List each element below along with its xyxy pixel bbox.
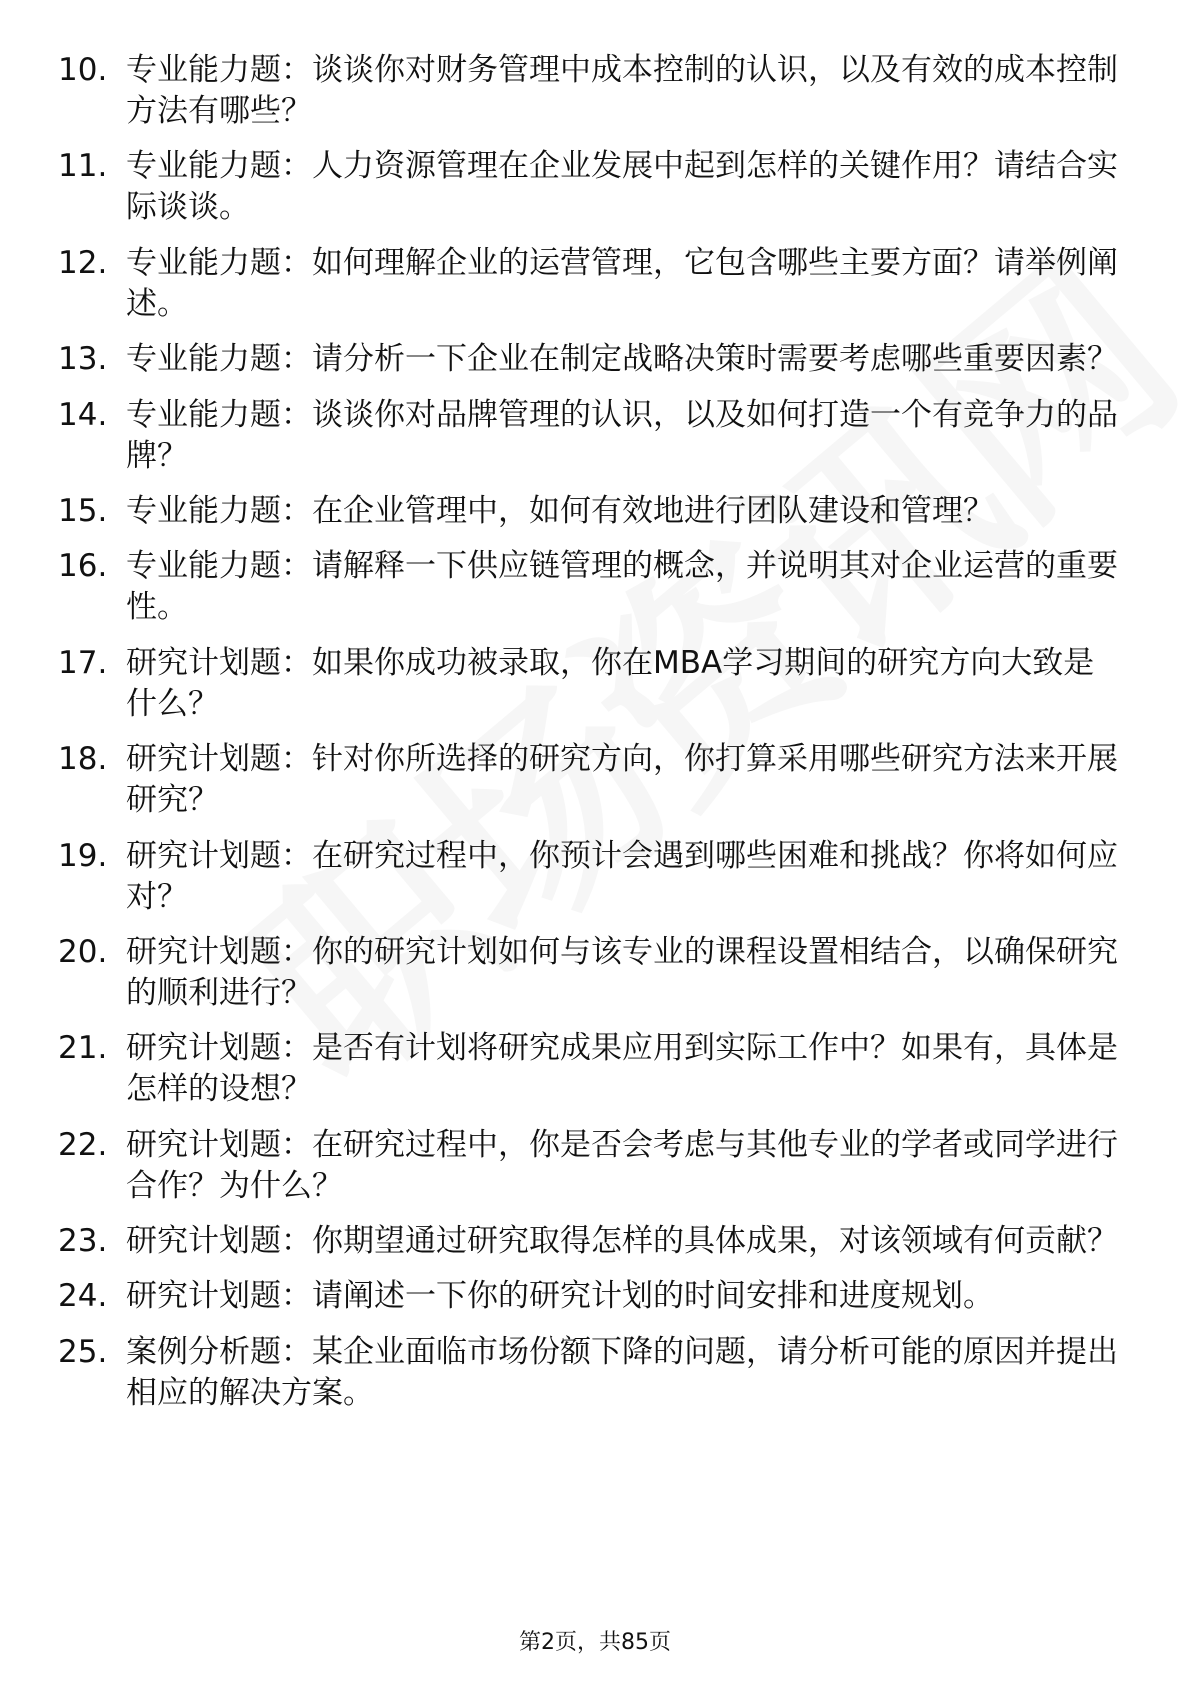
question-list [58,50,1118,1428]
question-category: 研究计划题： [126,1278,312,1315]
question-number: 21. [58,1030,108,1067]
question-category: 专业能力题： [126,148,312,185]
page-footer: 第2页，共85页 [519,1630,671,1655]
question-number: 23. [58,1223,108,1260]
question-category: 研究计划题： [126,1223,312,1260]
question-category: 专业能力题： [126,52,312,88]
question-text: 如果你成功被录取，你在MBA学习期间的研究方向大致是什么？ [126,644,1095,722]
question-body [126,739,1118,821]
question-item [58,1028,1118,1110]
question-text: 请阐述一下你的研究计划的时间安排和进度规划。 [312,1278,994,1315]
question-item [58,932,1118,1014]
question-body [126,1028,1118,1110]
question-item [58,739,1118,821]
question-number: 25. [58,1333,108,1370]
question-body [126,932,1118,1014]
question-body [126,50,1118,132]
question-body [126,146,1118,228]
question-category: 案例分析题： [126,1333,312,1370]
question-number: 13. [58,341,108,378]
question-text: 在研究过程中，你预计会遇到哪些困难和挑战？你将如何应对？ [126,837,1118,915]
question-category: 研究计划题： [126,741,312,778]
question-category: 研究计划题： [126,837,312,874]
question-number: 15. [58,492,108,529]
question-item [58,1125,1118,1207]
question-category: 专业能力题： [126,492,312,529]
question-category: 研究计划题： [126,1030,312,1067]
question-item [58,1332,1118,1414]
question-item [58,836,1118,918]
question-body [126,546,1118,628]
question-number: 20. [58,933,108,970]
question-item [58,339,1118,380]
question-number: 19. [58,837,108,874]
question-text: 请解释一下供应链管理的概念，并说明其对企业运营的重要性。 [126,548,1118,626]
question-text: 在企业管理中，如何有效地进行团队建设和管理？ [312,492,994,529]
question-category: 研究计划题： [126,1126,312,1163]
question-number: 14. [58,396,108,433]
question-text: 请分析一下企业在制定战略决策时需要考虑哪些重要因素？ [312,341,1118,378]
question-category: 专业能力题： [126,244,312,281]
question-item [58,1276,1118,1317]
question-text: 针对你所选择的研究方向，你打算采用哪些研究方法来开展研究？ [126,741,1118,819]
question-body [126,1125,1118,1207]
question-item [58,491,1118,532]
question-number: 11. [58,148,108,185]
question-body [126,1332,1118,1414]
question-text: 在研究过程中，你是否会考虑与其他专业的学者或同学进行合作？为什么？ [126,1126,1118,1204]
question-category: 专业能力题： [126,548,312,585]
question-body [126,643,1118,725]
question-body [126,491,1118,532]
question-item [58,546,1118,628]
question-item [58,1221,1118,1262]
question-number: 24. [58,1278,108,1315]
question-body [126,395,1118,477]
question-body [126,1276,1118,1317]
question-body [126,243,1118,325]
question-category: 研究计划题： [126,933,312,970]
question-text: 某企业面临市场份额下降的问题，请分析可能的原因并提出相应的解决方案。 [126,1333,1118,1411]
question-number: 17. [58,644,108,681]
question-text: 人力资源管理在企业发展中起到怎样的关键作用？请结合实际谈谈。 [126,148,1118,226]
question-body [126,339,1118,380]
question-number: 16. [58,548,108,585]
question-text: 谈谈你对财务管理中成本控制的认识，以及有效的成本控制方法有哪些？ [126,52,1118,129]
question-text: 你的研究计划如何与该专业的课程设置相结合，以确保研究的顺利进行？ [126,933,1118,1011]
question-item [58,146,1118,228]
question-item [58,50,1118,132]
question-body [126,836,1118,918]
question-item [58,395,1118,477]
question-number: 18. [58,741,108,778]
question-number: 12. [58,244,108,281]
question-category: 专业能力题： [126,341,312,378]
question-category: 研究计划题： [126,644,312,681]
question-text: 是否有计划将研究成果应用到实际工作中？如果有，具体是怎样的设想？ [126,1030,1118,1108]
question-item [58,643,1118,725]
question-item [58,243,1118,325]
question-text: 你期望通过研究取得怎样的具体成果，对该领域有何贡献？ [312,1223,1118,1260]
question-text: 谈谈你对品牌管理的认识，以及如何打造一个有竞争力的品牌？ [126,396,1118,474]
question-text: 如何理解企业的运营管理，它包含哪些主要方面？请举例阐述。 [126,244,1118,322]
question-number: 22. [58,1126,108,1163]
question-body [126,1221,1118,1262]
question-number: 10. [58,52,108,88]
question-category: 专业能力题： [126,396,312,433]
